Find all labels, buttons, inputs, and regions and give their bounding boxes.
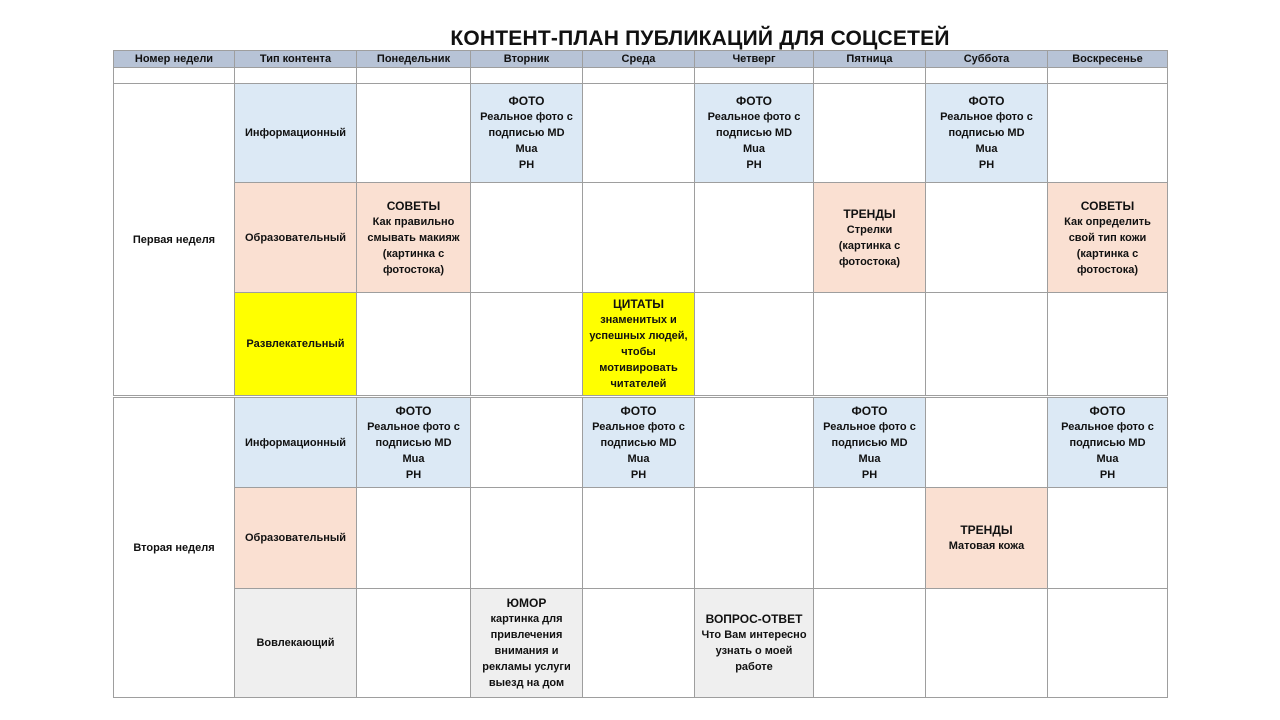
cell-empty	[471, 397, 583, 488]
cell-empty	[471, 293, 583, 397]
table-row	[114, 589, 1168, 698]
cell-empty	[695, 488, 814, 589]
type-entertainment: Развлекательный	[235, 293, 357, 397]
week-label-first: Первая неделя	[114, 84, 235, 397]
cell-empty	[926, 293, 1048, 397]
table-row	[114, 84, 1168, 183]
post-trends: ТРЕНДЫ Стрелки (картинка с фотостока)	[814, 183, 926, 293]
type-educational: Образовательный	[235, 183, 357, 293]
post-tips: СОВЕТЫ Как определить свой тип кожи (картинка с фотостока)	[1048, 183, 1168, 293]
header-tuesday: Вторник	[471, 51, 583, 68]
post-qa: ВОПРОС-ОТВЕТ Что Вам интересно узнать о моей работе	[695, 589, 814, 698]
type-engaging: Вовлекающий	[235, 589, 357, 698]
post-humor: ЮМОР картинка для привлечения внимания и рекламы услуги выезд на дом	[471, 589, 583, 698]
cell-empty	[926, 589, 1048, 698]
cell-empty	[471, 488, 583, 589]
cell-empty	[357, 84, 471, 183]
header-wednesday: Среда	[583, 51, 695, 68]
table-row	[114, 293, 1168, 397]
week-label-second: Вторая неделя	[114, 397, 235, 698]
cell-empty	[926, 183, 1048, 293]
header-thursday: Четверг	[695, 51, 814, 68]
page-title: КОНТЕНТ-ПЛАН ПУБЛИКАЦИЙ ДЛЯ СОЦСЕТЕЙ	[450, 27, 950, 50]
post-photo: ФОТО Реальное фото с подписью MD Mua PH	[926, 84, 1048, 183]
spacer-row	[114, 68, 1168, 84]
cell-empty	[814, 293, 926, 397]
cell-empty	[1048, 589, 1168, 698]
post-photo: ФОТО Реальное фото с подписью MD Mua PH	[1048, 397, 1168, 488]
cell-empty	[1048, 84, 1168, 183]
post-tips: СОВЕТЫ Как правильно смывать макияж (картинка с фотостока)	[357, 183, 471, 293]
cell-empty	[357, 488, 471, 589]
table-row	[114, 488, 1168, 589]
header-monday: Понедельник	[357, 51, 471, 68]
cell-empty	[1048, 488, 1168, 589]
cell-empty	[695, 397, 814, 488]
post-quotes: ЦИТАТЫ знаменитых и успешных людей, чтобы мотивировать читателей	[583, 293, 695, 397]
post-photo: ФОТО Реальное фото с подписью MD Mua PH	[357, 397, 471, 488]
cell-empty	[1048, 293, 1168, 397]
post-photo: ФОТО Реальное фото с подписью MD Mua PH	[695, 84, 814, 183]
cell-empty	[357, 293, 471, 397]
cell-empty	[695, 293, 814, 397]
cell-empty	[357, 589, 471, 698]
post-photo: ФОТО Реальное фото с подписью MD Mua PH	[471, 84, 583, 183]
type-educational: Образовательный	[235, 488, 357, 589]
post-trends: ТРЕНДЫ Матовая кожа	[926, 488, 1048, 589]
header-content-type: Тип контента	[235, 51, 357, 68]
cell-empty	[695, 183, 814, 293]
header-friday: Пятница	[814, 51, 926, 68]
cell-empty	[814, 488, 926, 589]
cell-empty	[471, 183, 583, 293]
header-week-number: Номер недели	[114, 51, 235, 68]
post-photo: ФОТО Реальное фото с подписью MD Mua PH	[583, 397, 695, 488]
cell-empty	[814, 589, 926, 698]
table-row	[114, 397, 1168, 488]
cell-empty	[583, 183, 695, 293]
header-sunday: Воскресенье	[1048, 51, 1168, 68]
post-photo: ФОТО Реальное фото с подписью MD Mua PH	[814, 397, 926, 488]
content-plan-table	[113, 50, 1168, 698]
cell-empty	[583, 589, 695, 698]
cell-empty	[583, 488, 695, 589]
cell-empty	[926, 397, 1048, 488]
table-row	[114, 183, 1168, 293]
header-row	[114, 51, 1168, 68]
cell-empty	[814, 84, 926, 183]
type-informational: Информационный	[235, 397, 357, 488]
type-informational: Информационный	[235, 84, 357, 183]
header-saturday: Суббота	[926, 51, 1048, 68]
cell-empty	[583, 84, 695, 183]
